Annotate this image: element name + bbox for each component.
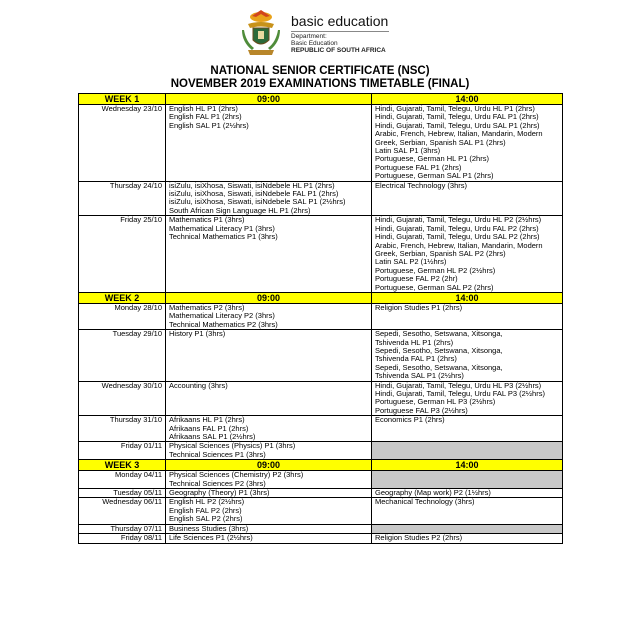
paper-entry: Technical Mathematics P1 (3hrs) [169,232,278,242]
paper-entry: Mathematical Literacy P2 (3hrs) [169,311,275,321]
document-subtitle: NOVEMBER 2019 EXAMINATIONS TIMETABLE (FINAL) [170,78,470,90]
morning-papers [166,534,372,543]
morning-papers [166,442,372,460]
morning-papers [166,381,372,416]
afternoon-papers [372,471,563,489]
morning-papers [166,416,372,442]
exam-date: Wednesday 30/10 [79,381,166,416]
morning-papers [166,524,372,533]
paper-entry: Afrikaans FAL P1 (2hrs) [169,423,249,433]
brand-divider [291,31,389,32]
paper-entry: History P1 (3hrs) [169,329,226,339]
exam-day-row [79,330,563,381]
brand-sub-department: Department: [291,33,327,40]
exam-day-row [79,498,563,524]
session-time-morning: 09:00 [166,460,372,471]
paper-entry: Arabic, French, Hebrew, Italian, Mandarin, Modern [375,240,543,250]
week-label: WEEK 1 [79,94,166,105]
paper-entry: Life Sciences P1 (2½hrs) [169,533,253,543]
paper-entry: isiZulu, isiXhosa, Siswati, isiNdebele FAL P1 (2hrs) [169,189,339,199]
paper-entry: Portuguese FAL P2 (2hr) [375,274,458,284]
paper-entry: Physical Sciences (Chemistry) P2 (3hrs) [169,470,304,480]
paper-entry: Afrikaans HL P1 (2hrs) [169,415,245,425]
paper-entry: Hindi, Gujarati, Tamil, Telegu, Urdu FAL P1 (2hrs) [375,112,539,122]
paper-entry: English FAL P2 (2hrs) [169,505,242,515]
paper-entry: English HL P1 (2hrs) [169,104,238,113]
exam-date: Monday 04/11 [79,471,166,489]
exam-day-row [79,105,563,182]
morning-papers [166,330,372,381]
paper-entry: Greek, Serbian, Spanish SAL P2 (2hrs) [375,248,506,258]
session-time-afternoon: 14:00 [372,94,563,105]
paper-entry: Portuguese, German SAL P1 (2hrs) [375,171,494,181]
afternoon-papers [372,416,563,442]
paper-entry: Hindi, Gujarati, Tamil, Telegu, Urdu SAL P2 (2hrs) [375,232,540,242]
exam-day-row [79,471,563,489]
exam-date: Tuesday 05/11 [79,489,166,498]
session-time-afternoon: 14:00 [372,292,563,303]
paper-entry: Economics P1 (2hrs) [375,415,445,425]
exam-date: Thursday 24/10 [79,181,166,216]
exam-day-row [79,489,563,498]
paper-entry: isiZulu, isiXhosa, Siswati, isiNdebele SAL P1 (2½hrs) [169,197,346,207]
paper-entry: English FAL P1 (2hrs) [169,112,242,122]
afternoon-papers [372,442,563,460]
paper-entry: Physical Sciences (Physics) P1 (3hrs) [169,441,296,451]
morning-papers [166,216,372,293]
session-time-afternoon: 14:00 [372,460,563,471]
session-time-morning: 09:00 [166,292,372,303]
timetable [78,93,563,544]
letterhead [0,0,640,60]
paper-entry: English HL P2 (2½hrs) [169,497,245,507]
paper-entry: South African Sign Language HL P1 (2hrs) [169,205,311,215]
exam-date: Monday 28/10 [79,303,166,329]
exam-date: Tuesday 29/10 [79,330,166,381]
paper-entry: Portuguese FAL P1 (2hrs) [375,162,462,172]
morning-papers [166,105,372,182]
brand-title: basic education [291,13,389,29]
afternoon-papers [372,498,563,524]
afternoon-papers [372,534,563,543]
session-time-morning: 09:00 [166,94,372,105]
paper-entry: Hindi, Gujarati, Tamil, Telegu, Urdu HL P3 (2½hrs) [375,381,542,390]
paper-entry: Mathematics P2 (3hrs) [169,303,245,312]
paper-entry: Latin SAL P2 (1½hrs) [375,257,447,267]
exam-date: Thursday 31/10 [79,416,166,442]
afternoon-papers [372,381,563,416]
paper-entry: Tshivenda FAL P1 (2hrs) [375,354,457,364]
week-label: WEEK 3 [79,460,166,471]
paper-entry: Technical Sciences P2 (3hrs) [169,478,266,488]
exam-date: Wednesday 06/11 [79,498,166,524]
brand-sub-basic-education: Basic Education [291,40,338,47]
afternoon-papers [372,105,563,182]
paper-entry: Portuguese FAL P3 (2½hrs) [375,405,468,415]
exam-date: Friday 01/11 [79,442,166,460]
exam-day-row [79,303,563,329]
exam-day-row [79,381,563,416]
paper-entry: Hindi, Gujarati, Tamil, Telegu, Urdu HL P1 (2hrs) [375,104,535,113]
paper-entry: Sepedi, Sesotho, Setswana, Xitsonga, [375,345,503,355]
week-label: WEEK 2 [79,292,166,303]
paper-entry: Technical Sciences P1 (3hrs) [169,449,266,459]
exam-date: Friday 08/11 [79,534,166,543]
paper-entry: Business Studies (3hrs) [169,524,249,533]
paper-entry: Geography (Map work) P2 (1½hrs) [375,488,491,498]
afternoon-papers [372,303,563,329]
paper-entry: Portuguese, German HL P3 (2½hrs) [375,397,496,407]
paper-entry: Afrikaans SAL P1 (2½hrs) [169,432,256,442]
paper-entry: Geography (Theory) P1 (3hrs) [169,488,270,498]
paper-entry: Mathematics P1 (3hrs) [169,215,245,225]
exam-day-row [79,534,563,543]
paper-entry: Tshivenda SAL P1 (2½hrs) [375,371,464,381]
afternoon-papers [372,524,563,533]
paper-entry: English SAL P1 (2½hrs) [169,120,249,130]
paper-entry: Tshivenda HL P1 (2hrs) [375,337,454,347]
week-header-row [79,292,563,303]
paper-entry: Religion Studies P1 (2hrs) [375,303,463,312]
paper-entry: Mathematical Literacy P1 (3hrs) [169,223,275,233]
paper-entry: Sepedi, Sesotho, Setswana, Xitsonga, [375,362,503,372]
paper-entry: Hindi, Gujarati, Tamil, Telegu, Urdu FAL P2 (2hrs) [375,223,539,233]
exam-date: Thursday 07/11 [79,524,166,533]
exam-day-row [79,416,563,442]
department-brand [291,14,389,54]
brand-sub-country: REPUBLIC OF SOUTH AFRICA [291,47,386,54]
paper-entry: Latin SAL P1 (3hrs) [375,146,441,156]
paper-entry: Hindi, Gujarati, Tamil, Telegu, Urdu FAL P3 (2½hrs) [375,389,545,398]
paper-entry: Hindi, Gujarati, Tamil, Telegu, Urdu SAL P1 (2hrs) [375,120,540,130]
week-header-row [79,94,563,105]
paper-entry: Portuguese, German HL P2 (2½hrs) [375,265,496,275]
paper-entry: Greek, Serbian, Spanish SAL P1 (2hrs) [375,137,506,147]
paper-entry: Portuguese, German HL P1 (2hrs) [375,154,489,164]
afternoon-papers [372,216,563,293]
paper-entry: Sepedi, Sesotho, Setswana, Xitsonga, [375,329,503,339]
afternoon-papers [372,489,563,498]
morning-papers [166,471,372,489]
paper-entry: English SAL P2 (2hrs) [169,514,243,524]
exam-day-row [79,442,563,460]
paper-entry: Religion Studies P2 (2hrs) [375,533,463,543]
paper-entry: Accounting (3hrs) [169,381,228,390]
afternoon-papers [372,330,563,381]
exam-day-row [79,216,563,293]
week-header-row [79,460,563,471]
exam-day-row [79,181,563,216]
morning-papers [166,489,372,498]
morning-papers [166,498,372,524]
document-title: NATIONAL SENIOR CERTIFICATE (NSC) [210,65,430,77]
exam-date: Wednesday 23/10 [79,105,166,182]
paper-entry: Technical Mathematics P2 (3hrs) [169,319,278,329]
morning-papers [166,181,372,216]
paper-entry: Arabic, French, Hebrew, Italian, Mandarin, Modern [375,129,543,139]
afternoon-papers [372,181,563,216]
exam-day-row [79,524,563,533]
paper-entry: Portuguese, German SAL P2 (2hrs) [375,282,494,292]
paper-entry: Electrical Technology (3hrs) [375,181,467,190]
exam-date: Friday 25/10 [79,216,166,293]
morning-papers [166,303,372,329]
paper-entry: Mechanical Technology (3hrs) [375,497,475,507]
paper-entry: Hindi, Gujarati, Tamil, Telegu, Urdu HL P2 (2½hrs) [375,215,542,225]
coat-of-arms-icon [238,8,284,58]
paper-entry: isiZulu, isiXhosa, Siswati, isiNdebele HL P1 (2hrs) [169,181,335,190]
